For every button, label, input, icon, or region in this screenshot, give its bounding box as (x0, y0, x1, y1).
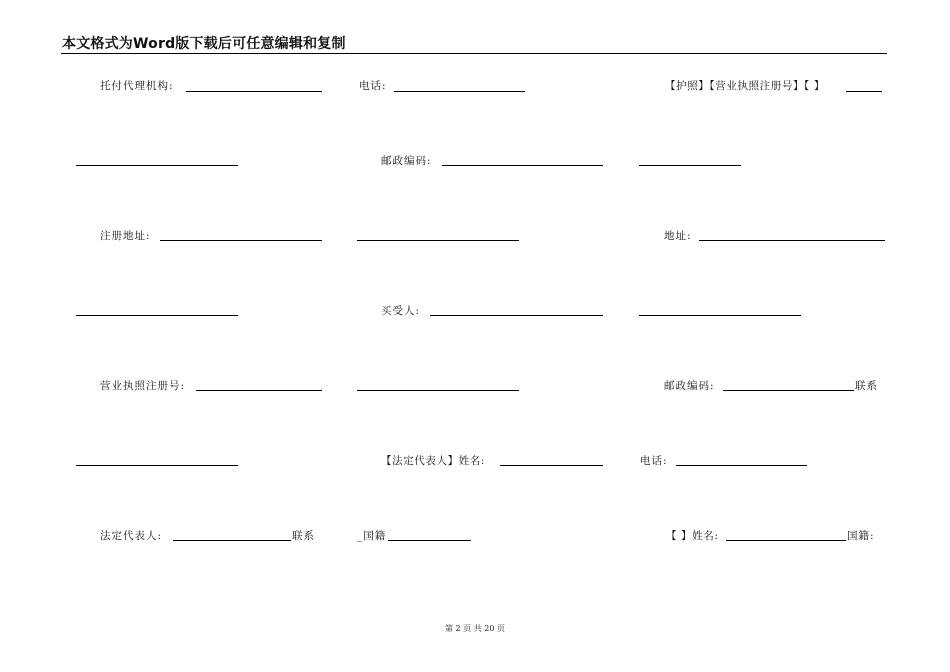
postcode-field-line-2[interactable] (723, 390, 854, 391)
agent-continuation-line[interactable] (76, 165, 238, 166)
contact-suffix-2: 联系 (292, 530, 315, 542)
address-continuation-line[interactable] (639, 315, 801, 316)
postcode-label-2: 邮政编码: (664, 380, 715, 392)
agent-label: 托付代理机构: (100, 80, 174, 92)
page-header-title: 本文格式为Word版下载后可任意编辑和复制 (62, 36, 346, 52)
page-footer: 第 2 页 共 20 页 (445, 624, 505, 633)
header-rule (61, 53, 887, 54)
license-field-line[interactable] (196, 390, 322, 391)
address-field-line[interactable] (699, 240, 885, 241)
phone-label-1: 电话: (359, 80, 387, 92)
passport-continuation-line[interactable] (639, 165, 741, 166)
reg-address-label: 注册地址: (100, 230, 151, 242)
contact-suffix-1: 联系 (855, 380, 878, 392)
nationality-label-1: _国籍 (357, 530, 387, 542)
reg-address-field-line[interactable] (160, 240, 322, 241)
postcode-label-1: 邮政编码: (381, 155, 432, 167)
phone-field-line-2[interactable] (676, 465, 807, 466)
bracket-name-field-line[interactable] (726, 540, 846, 541)
passport-field-line[interactable] (846, 91, 882, 92)
buyer-label: 买受人: (381, 305, 421, 317)
middle-column-line-2[interactable] (357, 390, 519, 391)
legal-rep-name-field-line[interactable] (500, 465, 603, 466)
legal-rep-name-label: 【法定代表人】姓名: (381, 455, 486, 467)
license-continuation-line[interactable] (76, 465, 238, 466)
address-label: 地址: (664, 230, 692, 242)
postcode-field-line-1[interactable] (442, 165, 603, 166)
phone-field-line-1[interactable] (394, 91, 525, 92)
nationality-field-line-1[interactable] (388, 540, 471, 541)
passport-license-label: 【护照】【营业执照注册号】【 】 (665, 80, 825, 92)
bracket-name-label: 【 】姓名: (666, 530, 719, 542)
phone-label-2: 电话: (640, 455, 668, 467)
legal-rep-field-line[interactable] (173, 540, 291, 541)
buyer-field-line[interactable] (430, 315, 603, 316)
legal-rep-label: 法定代表人: (100, 530, 163, 542)
agent-field-line[interactable] (186, 91, 322, 92)
middle-column-line-1[interactable] (357, 240, 519, 241)
reg-address-continuation-line[interactable] (76, 315, 238, 316)
license-label: 营业执照注册号: (100, 380, 186, 392)
nationality-label-2: 国籍: (847, 530, 875, 542)
